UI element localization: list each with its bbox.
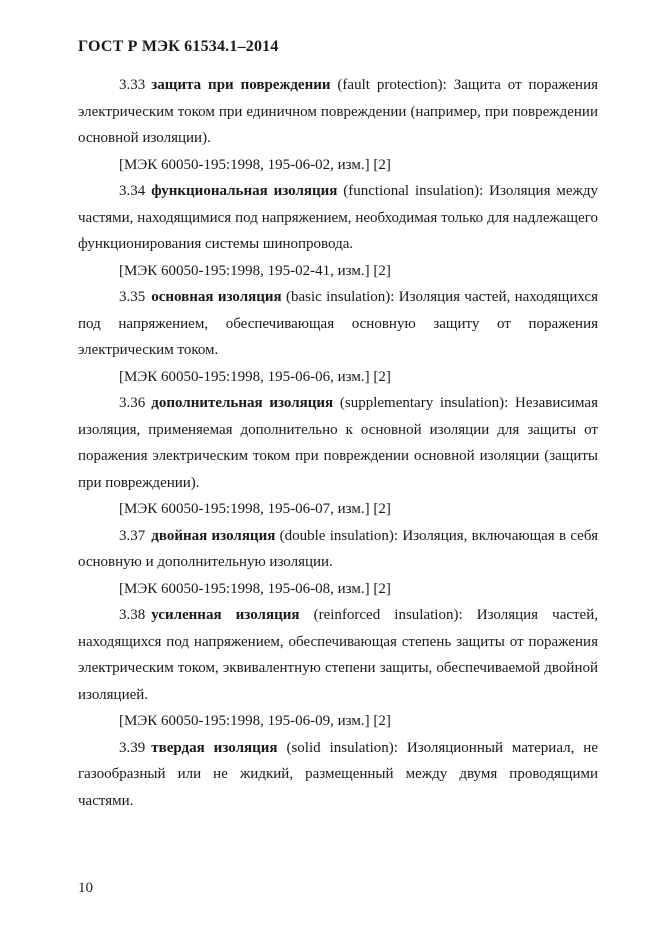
document-header: ГОСТ Р МЭК 61534.1–2014	[78, 38, 279, 55]
entry-reference: [МЭК 60050-195:1998, 195-06-09, изм.] [2]	[119, 713, 391, 729]
entry-3-33	[78, 72, 598, 152]
entry-3-38	[78, 602, 598, 708]
entry-number: 3.38	[119, 607, 146, 623]
entry-3-39	[78, 735, 598, 815]
entry-3-37	[78, 523, 598, 576]
entry-definition: (supplementary insulation): Независимая изоляция, применяемая дополнительно к основной изоляции для защиты от поражения электрическим током при повреждении основной изоляции (защиты при повреждении).	[78, 395, 598, 491]
entry-3-35	[78, 284, 598, 364]
document-body	[78, 72, 598, 814]
entry-term: усиленная изоляция	[151, 607, 300, 623]
entry-reference: [МЭК 60050-195:1998, 195-02-41, изм.] [2]	[119, 262, 391, 279]
entry-reference: [МЭК 60050-195:1998, 195-06-06, изм.] [2]	[119, 368, 391, 385]
entry-number: 3.34	[119, 183, 146, 199]
entry-term: дополнительная изоляция	[151, 395, 334, 411]
entry-term: защита при повреждении	[151, 77, 331, 93]
entry-number: 3.33	[119, 77, 146, 93]
page-number: 10	[78, 880, 93, 896]
entry-reference: [МЭК 60050-195:1998, 195-06-07, изм.] [2]	[119, 501, 391, 517]
entry-term: двойная изоляция	[151, 527, 276, 544]
entry-term: твердая изоляция	[151, 739, 278, 756]
entry-term: функциональная изоляция	[151, 183, 338, 199]
entry-number: 3.36	[119, 395, 146, 411]
entry-definition: (basic insulation): Изоляция частей, находящихся под напряжением, обеспечивающая основную защиту от поражения электрическим током.	[78, 289, 598, 358]
entry-definition: (functional insulation): Изоляция между частями, находящимися под напряжением, необходимая только для надлежащего функционирования системы шинопровода.	[78, 183, 598, 252]
entry-reference: [МЭК 60050-195:1998, 195-06-08, изм.] [2]	[119, 580, 391, 597]
entry-term: основная изоляция	[151, 289, 282, 305]
entry-definition: (reinforced insulation): Изоляция частей, находящихся под напряжением, обеспечивающая степень защиты от поражения электрическим током, эквивалентную степени защиты, обеспечиваемой двойной изоляцией.	[78, 607, 598, 703]
entry-3-36	[78, 390, 598, 496]
entry-definition: (double insulation): Изоляция, включающая в себя основную и дополнительную изоляции.	[78, 527, 598, 570]
entry-3-34	[78, 178, 598, 258]
entry-definition: (fault protection): Защита от поражения электрическим током при единичном повреждении (например, при повреждении основной изоляции).	[78, 77, 598, 146]
entry-number: 3.35	[119, 289, 146, 305]
entry-number: 3.37	[119, 527, 146, 544]
entry-number: 3.39	[119, 739, 146, 756]
entry-definition: (solid insulation): Изоляционный материал, не газообразный или не жидкий, размещенный между двумя проводящими частями.	[78, 739, 598, 809]
entry-reference: [МЭК 60050-195:1998, 195-06-02, изм.] [2]	[119, 156, 391, 173]
